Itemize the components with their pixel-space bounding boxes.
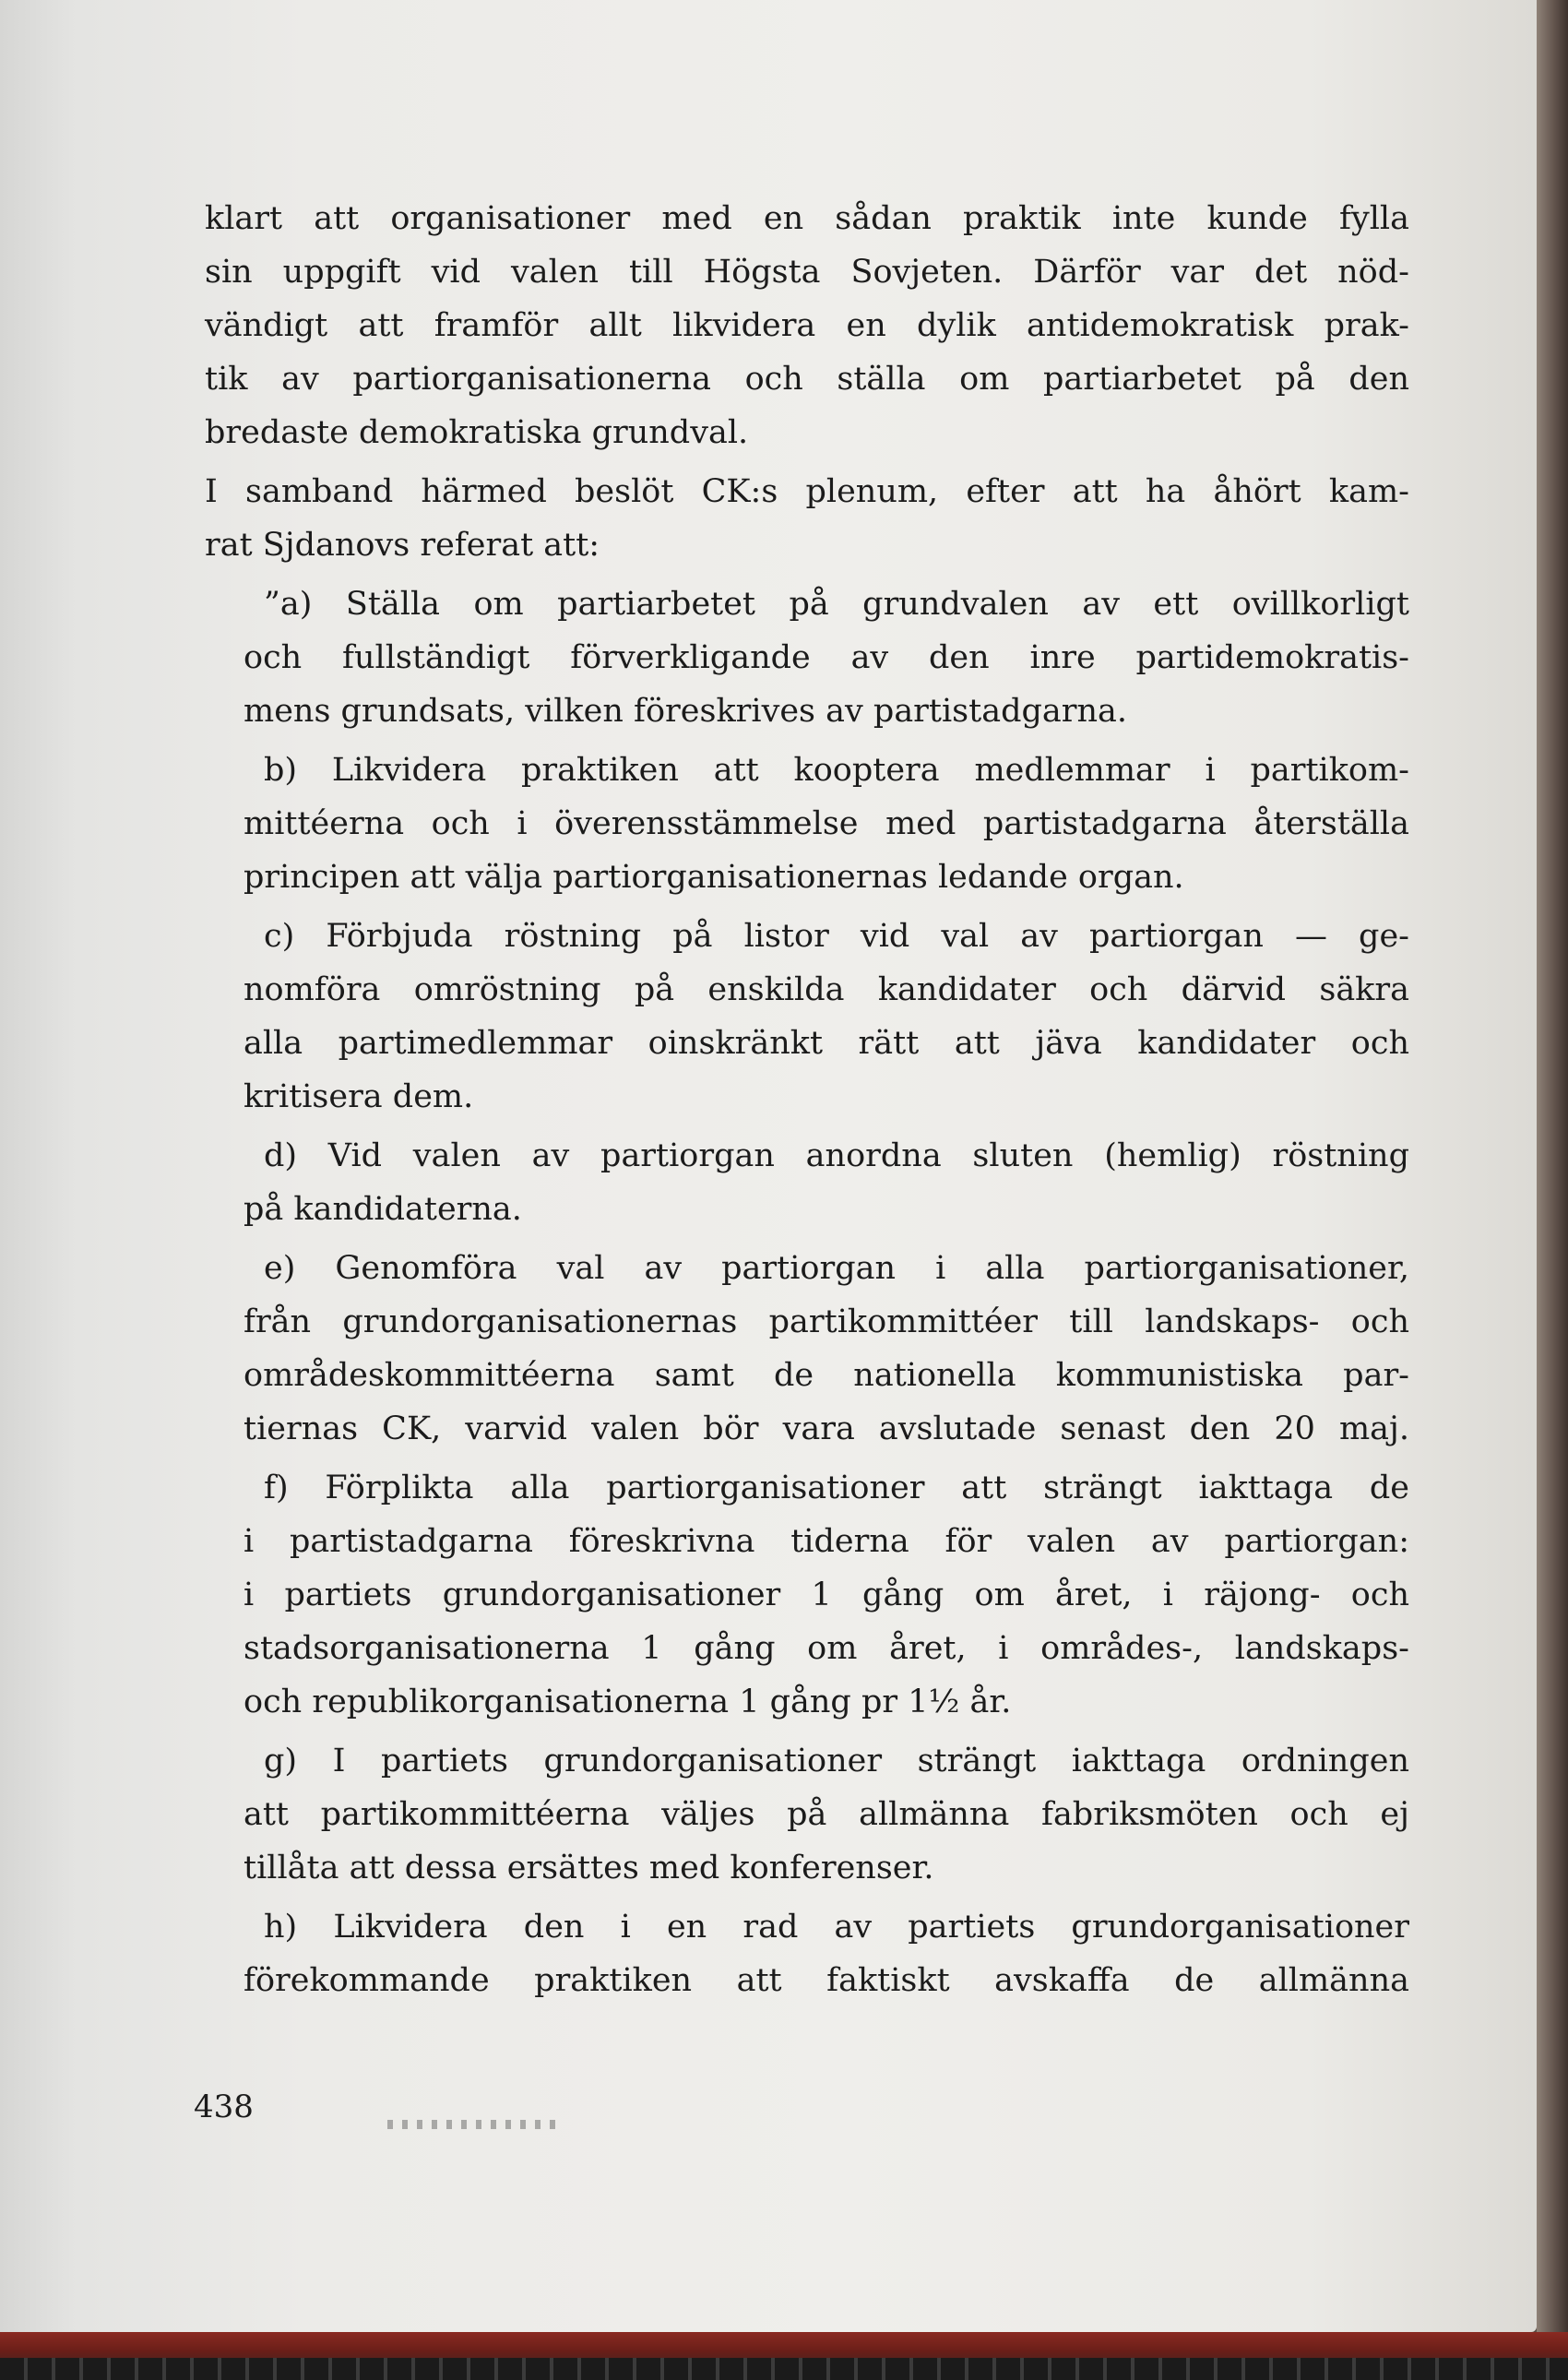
list-item-f [205, 1461, 1409, 1729]
intro-paragraph [205, 192, 1409, 459]
list-item-h [205, 1900, 1409, 2007]
text-line: och fullständigt förverkligande av den inre partidemokratis- [244, 639, 1409, 676]
text-line: e) Genomföra val av partiorgan i alla partiorganisationer, [264, 1250, 1409, 1287]
text-line: i partistadgarna föreskrivna tiderna för valen av partiorgan: [244, 1523, 1409, 1560]
list-item-b [205, 744, 1409, 904]
text-line: b) Likvidera praktiken att kooptera medlemmar i partikom- [264, 752, 1409, 789]
text-line: klart att organisationer med en sådan praktik inte kunde fylla [205, 200, 1409, 237]
text-line: mens grundsats, vilken föreskrives av partistadgarna. [244, 693, 1128, 730]
text-line: vändigt att framför allt likvidera en dylik antidemokratisk prak- [205, 307, 1409, 344]
list-item-d [205, 1129, 1409, 1236]
text-line: sin uppgift vid valen till Högsta Sovjeten. Därför var det nöd- [205, 254, 1409, 291]
text-line: nomföra omröstning på enskilda kandidater och därvid säkra [244, 971, 1409, 1008]
text-line: tiernas CK, varvid valen bör vara avslutade senast den 20 maj. [244, 1410, 1409, 1447]
text-line: från grundorganisationernas partikommittéer till landskaps- och [244, 1303, 1409, 1340]
list-item-g [205, 1734, 1409, 1895]
text-line: och republikorganisationerna 1 gång pr 1½ år. [244, 1684, 1012, 1720]
body-text [205, 192, 1409, 2007]
text-line: alla partimedlemmar oinskränkt rätt att jäva kandidater och [244, 1025, 1409, 1062]
ink-smudge [387, 2120, 563, 2129]
text-line: områdeskommittéerna samt de nationella kommunistiska par- [244, 1357, 1409, 1394]
text-line: I samband härmed beslöt CK:s plenum, efter att ha åhört kam- [205, 473, 1409, 510]
text-line: h) Likvidera den i en rad av partiets grundorganisationer [264, 1909, 1409, 1946]
text-line: rat Sjdanovs referat att: [205, 527, 600, 564]
text-line: mittéerna och i överensstämmelse med partistadgarna återställa [244, 805, 1409, 842]
page-number: 438 [194, 2088, 254, 2125]
text-line: att partikommittéerna väljes på allmänna fabriksmöten och ej [244, 1796, 1409, 1833]
text-line: bredaste demokratiska grundval. [205, 414, 749, 451]
text-line: i partiets grundorganisationer 1 gång om året, i räjong- och [244, 1577, 1409, 1613]
text-line: kritisera dem. [244, 1078, 474, 1115]
text-line: f) Förplikta alla partiorganisationer att strängt iakttaga de [264, 1470, 1409, 1506]
list-item-e [205, 1242, 1409, 1456]
page-edge-shadow [1537, 0, 1568, 2332]
text-line: d) Vid valen av partiorgan anordna sluten (hemlig) röstning [264, 1137, 1409, 1174]
text-line: förekommande praktiken att faktiskt avskaffa de allmänna [244, 1962, 1409, 1999]
list-item-a [205, 577, 1409, 738]
text-line: c) Förbjuda röstning på listor vid val av partiorgan — ge- [264, 918, 1409, 955]
text-line: på kandidaterna. [244, 1191, 522, 1228]
text-line: tillåta att dessa ersättes med konferenser. [244, 1850, 934, 1886]
text-line: tik av partiorganisationerna och ställa om partiarbetet på den [205, 361, 1409, 398]
text-line: ”a) Ställa om partiarbetet på grundvalen av ett ovillkorligt [264, 586, 1409, 623]
resolution-paragraph [205, 465, 1409, 572]
scanner-scale-strip [0, 2358, 1568, 2380]
text-line: stadsorganisationerna 1 gång om året, i områdes-, landskaps- [244, 1630, 1409, 1667]
list-item-c [205, 910, 1409, 1124]
text-line: principen att välja partiorganisationernas ledande organ. [244, 859, 1184, 896]
text-line: g) I partiets grundorganisationer strängt iakttaga ordningen [264, 1743, 1409, 1779]
